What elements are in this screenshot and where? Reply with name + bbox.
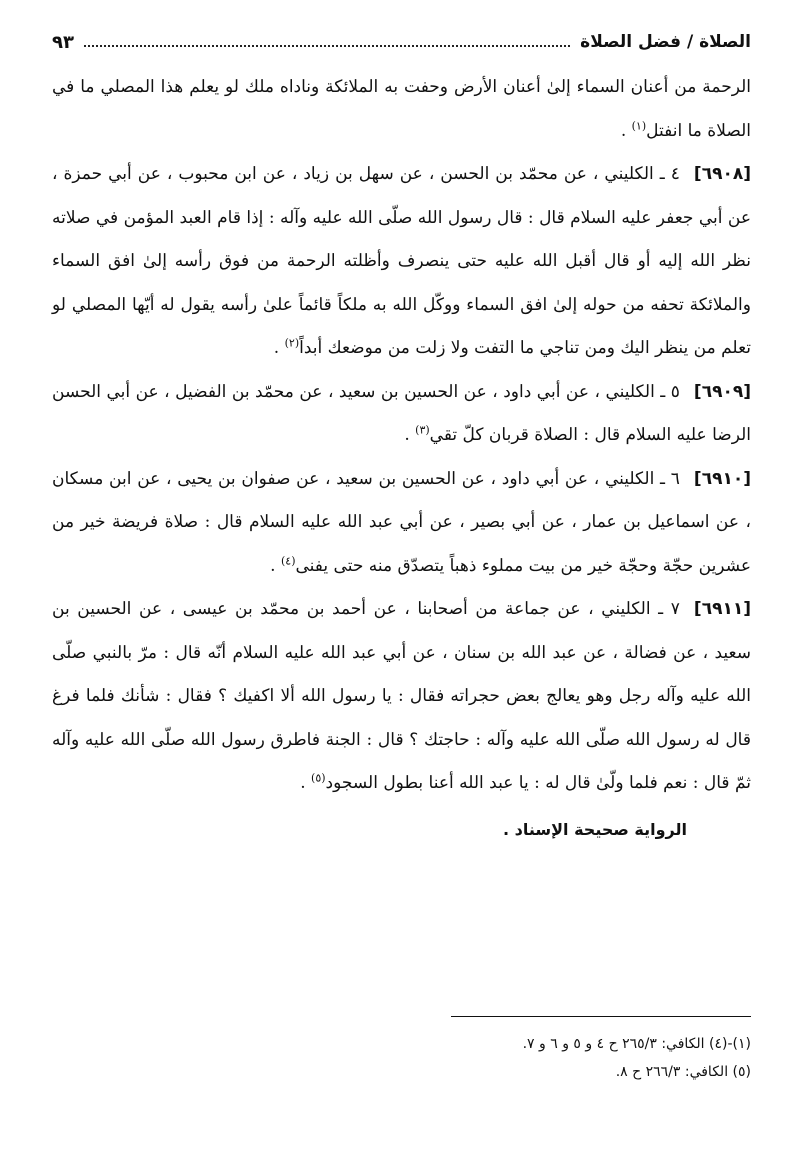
footnote-ref[interactable]: (٤)	[280, 553, 296, 567]
footnote-item: (١)-(٤) الكافي: ٢٦٥/٣ ح ٤ و ٥ و ٦ و ٧.	[522, 1036, 751, 1052]
paragraph-text: ٤ ـ الكليني ، عن محمّد بن الحسن ، عن سهل بن زياد ، عن ابن محبوب ، عن أبي حمزة ، عن أبي جعفر عليه السلام قال : قال رسول الله صلّى الله عليه وآله : إذا قام العبد المؤمن في صلاته نظر الله إليه أو قال أقبل الله عليه حتى ينصرف وأظلته الرحمة من فوق رأسه إلىٰ افق السماء والملائكة تحفه من حوله إلىٰ افق السماء ووكّل الله به ملكاً قائماً علىٰ رأسه يقول له أيّها المصلي لو تعلم من ينظر اليك ومن تناجي ما التفت ولا زلت من موضعك أبداً	[52, 164, 751, 358]
paragraph-text: ٧ ـ الكليني ، عن جماعة من أصحابنا ، عن أحمد بن محمّد بن عيسى ، عن الحسين بن سعيد ، عن فضالة ، عن عبد الله بن سنان ، عن أبي عبد الله عليه السلام أنّه قال : مرّ بالنبي صلّى الله عليه وآله رجل وهو يعالج بعض حجراته فقال : يا رسول الله ألا اكفيك ؟ فقال : شأنك فلما فرغ قال له رسول الله صلّى الله عليه وآله : حاجتك ؟ قال : الجنة فاطرق رسول الله صلّى الله عليه وآله ثمّ قال : نعم فلما ولّىٰ قال له : يا عبد الله أعنا بطول السجود	[52, 599, 751, 793]
paragraph-text: ٦ ـ الكليني ، عن أبي داود ، عن الحسين بن سعيد ، عن صفوان بن يحيى ، عن ابن مسكان ، عن اسماعيل بن عمار ، عن أبي بصير ، عن أبي عبد الله عليه السلام قال : صلاة فريضة خير من عشرين حجّة وحجّة خير من بيت مملوء ذهباً يتصدّق منه حتى يفنى	[52, 468, 751, 576]
paragraph-continuation: الرحمة من أعنان السماء إلىٰ أعنان الأرض وحفت به الملائكة وناداه ملك لو يعلم هذا المصلي ما في الصلاة ما انفتل$^{(١)}$ .	[52, 77, 751, 141]
footnote-ref[interactable]: (١)	[631, 118, 647, 132]
footnotes	[523, 1030, 751, 1086]
hadith-6909: [٦٩٠٩]٥ ـ الكليني ، عن أبي داود ، عن الحسين بن سعيد ، عن محمّد بن الفضيل ، عن أبي الحسن الرضا عليه السلام قال : الصلاة قربان كلّ تقي$^{(٣)}$ .	[52, 381, 751, 445]
page-number: ٩٣	[52, 31, 74, 53]
hadith-number: [٦٩١٠]	[693, 468, 751, 489]
hadith-number: [٦٩١١]	[693, 599, 751, 619]
authenticity-note: الرواية صحيحة الإسناد .	[502, 819, 687, 839]
hadith-6910: [٦٩١٠]٦ ـ الكليني ، عن أبي داود ، عن الحسين بن سعيد ، عن صفوان بن يحيى ، عن ابن مسكان ، عن اسماعيل بن عمار ، عن أبي بصير ، عن أبي عبد الله عليه السلام قال : صلاة فريضة خير من عشرين حجّة وحجّة خير من بيت مملوء ذهباً يتصدّق منه حتى يفنى$^{(٤)}$ .	[52, 468, 751, 576]
hadith-number: [٦٩٠٩]	[693, 381, 751, 402]
footnote-ref[interactable]: (٣)	[415, 423, 430, 437]
footnote-ref[interactable]: (٥)	[311, 771, 326, 785]
hadith-6911: [٦٩١١]٧ ـ الكليني ، عن جماعة من أصحابنا ، عن أحمد بن محمّد بن عيسى ، عن الحسين بن سعيد ، عن فضالة ، عن عبد الله بن سنان ، عن أبي عبد الله عليه السلام أنّه قال : مرّ بالنبي صلّى الله عليه وآله رجل وهو يعالج بعض حجراته فقال : يا رسول الله ألا اكفيك ؟ فقال : شأنك فلما فرغ قال له رسول الله صلّى الله عليه وآله : حاجتك ؟ قال : الجنة فاطرق رسول الله صلّى الله عليه وآله ثمّ قال : نعم فلما ولّىٰ قال له : يا عبد الله أعنا بطول السجود$^{(٥)}$ .	[52, 599, 751, 793]
footnote-divider	[451, 1016, 751, 1017]
hadith-number: [٦٩٠٨]	[693, 164, 751, 184]
footnote-item: (٥) الكافي: ٢٦٦/٣ ح ٨.	[615, 1064, 751, 1080]
chapter-title: الصلاة / فضل الصلاة	[580, 32, 751, 52]
header-leader-dots	[84, 45, 570, 47]
main-text	[52, 66, 751, 851]
running-header	[52, 18, 751, 66]
hadith-6908: [٦٩٠٨]٤ ـ الكليني ، عن محمّد بن الحسن ، عن سهل بن زياد ، عن ابن محبوب ، عن أبي حمزة ، عن أبي جعفر عليه السلام قال : قال رسول الله صلّى الله عليه وآله : إذا قام العبد المؤمن في صلاته نظر الله إليه أو قال أقبل الله عليه حتى ينصرف وأظلته الرحمة من فوق رأسه إلىٰ افق السماء والملائكة تحفه من حوله إلىٰ افق السماء ووكّل الله به ملكاً قائماً علىٰ رأسه يقول له أيّها المصلي لو تعلم من ينظر اليك ومن تناجي ما التفت ولا زلت من موضعك أبداً$^{(٢)}$ .	[52, 164, 751, 358]
footnote-ref[interactable]: (٢)	[284, 336, 300, 350]
paragraph-text: ٥ ـ الكليني ، عن أبي داود ، عن الحسين بن سعيد ، عن محمّد بن الفضيل ، عن أبي الحسن الرضا عليه السلام قال : الصلاة قربان كلّ تقي	[52, 381, 751, 445]
paragraph-text: الرحمة من أعنان السماء إلىٰ أعنان الأرض وحفت به الملائكة وناداه ملك لو يعلم هذا المصلي ما في الصلاة ما انفتل	[52, 77, 751, 141]
